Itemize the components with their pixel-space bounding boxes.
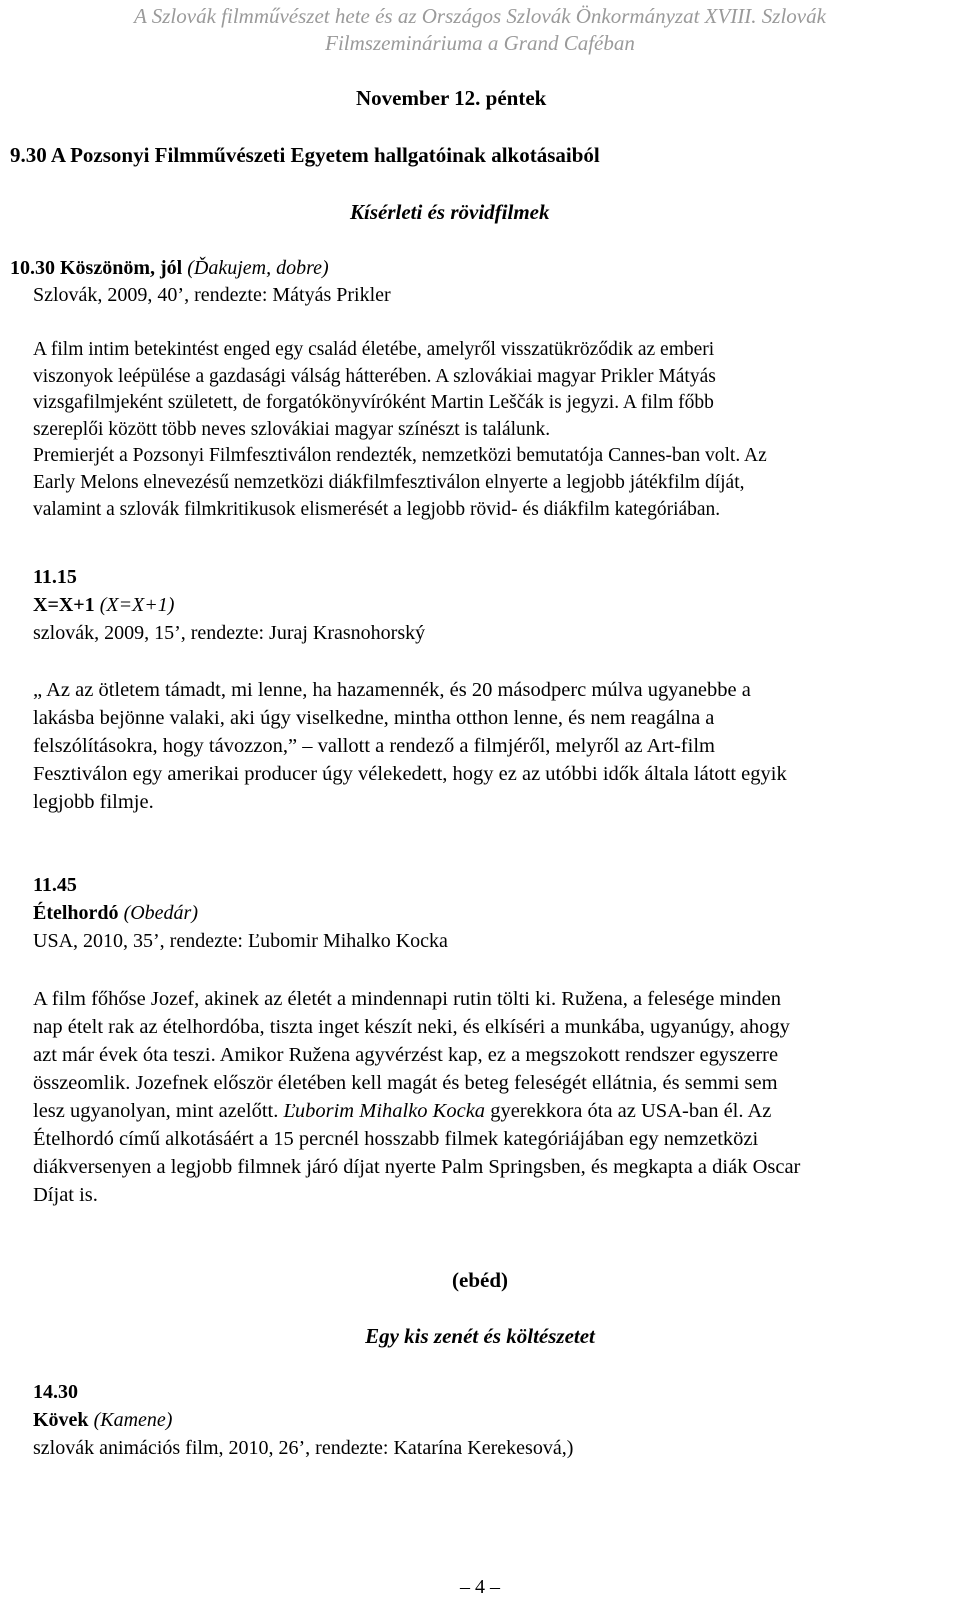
film3-desc-fragment: gyerekkora óta az USA-ban él. Az	[490, 1100, 772, 1122]
film1-desc-line: szereplői között több neves szlovákiai magyar színészt is találunk.	[33, 418, 551, 440]
film3-title: Ételhordó	[33, 902, 119, 924]
lunch-break: (ebéd)	[452, 1268, 508, 1292]
film3-desc-fragment: lesz ugyanolyan, mint azelőtt.	[33, 1100, 279, 1122]
film3-description	[33, 985, 800, 1209]
page-number: – 4 –	[460, 1576, 500, 1598]
music-poetry-heading: Egy kis zenét és költészetet	[365, 1324, 595, 1348]
film3-desc-line: összeomlik. Jozefnek először életében kell magát és beteg feleségét ellátnia, és semmi sem	[33, 1072, 778, 1094]
film2-desc-line: „ Az az ötletem támadt, mi lenne, ha hazamennék, és 20 másodperc múlva ugyanebbe a	[33, 679, 751, 701]
film2-description	[33, 676, 787, 816]
film3-original-title: (Obedár)	[123, 902, 198, 924]
film2-desc-line: legjobb filmje.	[33, 791, 154, 813]
block1-title: 9.30 A Pozsonyi Filmművészeti Egyetem hallgatóinak alkotásaiból	[10, 143, 600, 167]
header-line-2: Filmszemináriuma a Grand Caféban	[325, 31, 635, 55]
film1-original-title: (Ďakujem, dobre)	[187, 257, 329, 279]
film4-title-line	[33, 1408, 172, 1432]
film1-desc-line: valamint a szlovák filmkritikusok elismerését a legjobb rövid- és diákfilm kategóriában.	[33, 498, 721, 520]
film3-title-line	[33, 901, 198, 925]
film3-desc-line: diákversenyen a legjobb filmnek járó díjat nyerte Palm Springsben, és megkapta a diák Oscar	[33, 1156, 801, 1178]
film2-desc-line: Fesztiválon egy amerikai producer úgy vélekedett, hogy ez az utóbbi idők általa látott egyik	[33, 763, 787, 785]
film2-title: X=X+1	[33, 594, 95, 616]
film4-meta: szlovák animációs film, 2010, 26’, rendezte: Katarína Kerekesová,)	[33, 1437, 574, 1459]
film1-time-title: 10.30 Köszönöm, jól	[10, 257, 183, 279]
film2-time: 11.15	[33, 566, 77, 588]
film3-desc-line	[33, 1097, 800, 1125]
film1-desc-line: Early Melons elnevezésű nemzetközi diákfilmfesztiválon elnyerte a legjobb játékfilm díját,	[33, 471, 745, 493]
film1-desc-line: A film intim betekintést enged egy család életébe, amelyről visszatükröződik az emberi	[33, 339, 715, 360]
film1-description	[33, 337, 767, 523]
film1-desc-line: Premierjét a Pozsonyi Filmfesztiválon rendezték, nemzetközi bemutatója Cannes-ban volt. Az	[33, 445, 767, 467]
film1-desc-line: viszonyok leépülése a gazdasági válság hátterében. A szlovákiai magyar Prikler Mátyás	[33, 365, 716, 387]
film2-desc-line: lakásba bejönne valaki, aki úgy viselkedne, mintha otthon lenne, és nem reagálna a	[33, 707, 715, 729]
film3-desc-line: A film főhőse Jozef, akinek az életét a mindennapi rutin tölti ki. Ružena, a felesége minden	[33, 988, 781, 1010]
film1-title-line	[10, 256, 329, 280]
film3-desc-line: nap ételt rak az ételhordóba, tiszta inget készít neki, és elkíséri a munkába, ugyanúgy, ahogy	[33, 1016, 790, 1038]
header-line-1: A Szlovák filmművészet hete és az Országos Szlovák Önkormányzat XVIII. Szlovák	[134, 4, 826, 28]
block1-subtitle: Kísérleti és rövidfilmek	[350, 200, 550, 224]
film1-meta: Szlovák, 2009, 40’, rendezte: Mátyás Prikler	[33, 284, 391, 306]
film4-original-title: (Kamene)	[93, 1409, 173, 1431]
film3-desc-line: Ételhordó című alkotásáért a 15 percnél hosszabb filmek kategóriájában egy nemzetközi	[33, 1128, 759, 1150]
film2-desc-line: felszólításokra, hogy távozzon,” – vallott a rendező a filmjéről, melyről az Art-film	[33, 735, 715, 757]
date-heading: November 12. péntek	[356, 86, 547, 110]
film3-desc-line: Díjat is.	[33, 1184, 98, 1206]
film3-desc-line: azt már évek óta teszi. Amikor Ružena agyvérzést kap, ez a megszokott rendszer egyszerre	[33, 1044, 779, 1066]
film2-original-title: (X=X+1)	[99, 594, 175, 616]
film3-time: 11.45	[33, 874, 77, 896]
film1-desc-line: vizsgafilmjeként született, de forgatókönyvíróként Martin Leščák is jegyzi. A film főbb	[33, 392, 714, 414]
film2-title-line	[33, 593, 174, 617]
film3-meta: USA, 2010, 35’, rendezte: Ľubomir Mihalko Kocka	[33, 930, 448, 952]
film4-title: Kövek	[33, 1409, 89, 1431]
film2-meta: szlovák, 2009, 15’, rendezte: Juraj Krasnohorský	[33, 622, 426, 644]
film3-director-name: Ľuborim Mihalko Kocka	[283, 1100, 486, 1122]
film4-time: 14.30	[33, 1381, 78, 1403]
